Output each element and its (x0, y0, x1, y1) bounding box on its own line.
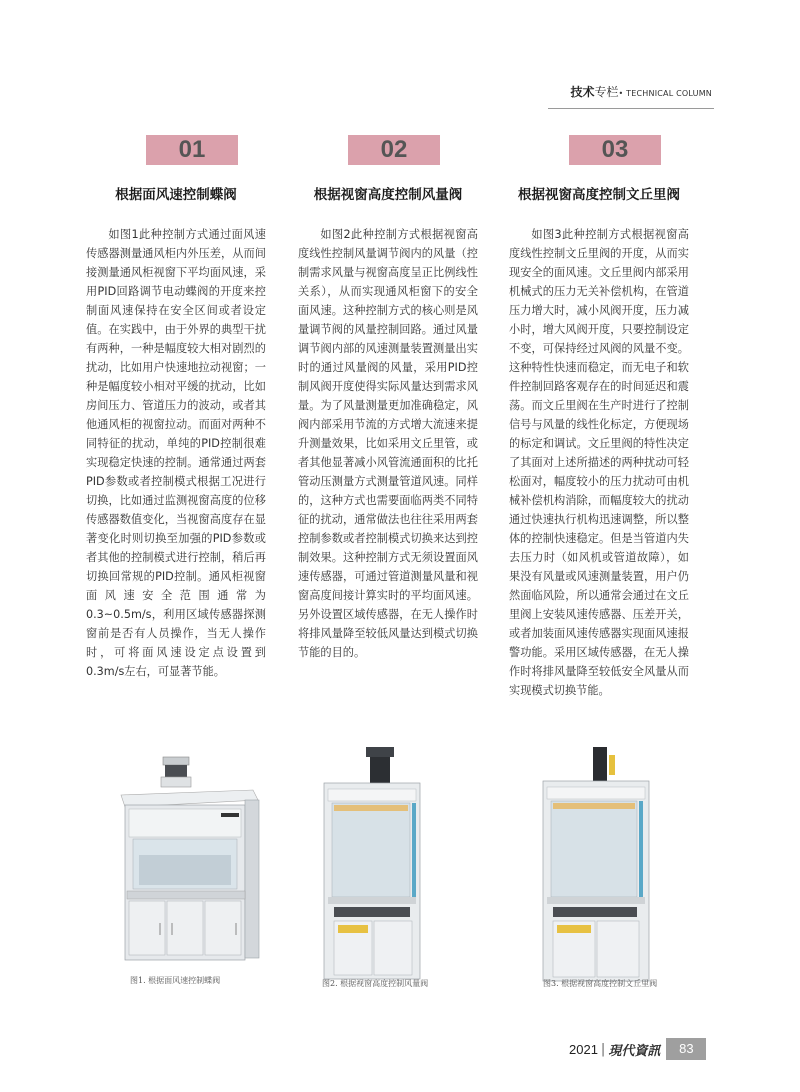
column-title: 根据视窗高度控制风量阀 (313, 187, 463, 203)
column-body (86, 225, 266, 681)
page-number: 83 (666, 1038, 706, 1060)
page-footer (569, 1038, 706, 1060)
figure-caption: 图1. 根据面风速控制蝶阀 (130, 976, 221, 985)
section-header (570, 83, 712, 100)
column-body (509, 225, 689, 700)
section-number: 01 (146, 135, 238, 165)
section-title-bold: 技术 (570, 85, 595, 99)
body-paragraph: 如图2此种控制方式根据视窗高度线性控制风量调节阀内的风量（控制需求风量与视窗高度呈正比例线性关系），从而实现通风柜窗下的安全面风速。这种控制方式的核心则是风量调节阀的风量控制回路。通过风量调节阀内部的风速测量装置测量出实时的通过风量阀的风量，采用PID控制风阀开度使得实际风量达到需求风量。为了风量测量更加准确稳定，风阀内部采用节流的方式增大流速来提升测量效果，比如采用文丘里管，或者其他显著减小风管流通面积的比托管动压测量方式测量管道风速。同样的，这种方式也需要面临两类不同特征的扰动，通常做法也往往采用两套控制参数或者控制模式切换来达到控制效果。这种控制方式无须设置面风速传感器，可通过管道测量风量和视窗高度间接计算实时的平均面风速。另外设置区域传感器，在无人操作时将排风量降至较低风量达到模式切换节能的目的。 (298, 228, 478, 659)
fume-hood-image-2 (316, 745, 426, 985)
column-title: 根据视窗高度控制文丘里阀 (518, 187, 680, 203)
magazine-name: 現代資訊 (608, 1043, 661, 1059)
body-paragraph: 如图3此种控制方式根据视窗高度线性控制文丘里阀的开度，从而实现安全的面风速。文丘里阀内部采用机械式的压力无关补偿机构，在管道压力增大时，减小风阀开度，压力减小时，增大风阀开度，只要控制设定不变，可保持经过风阀的风量不变。这种特性快速而稳定，而无电子和软件控制回路客观存在的时间延迟和震荡。而文丘里阀在生产时进行了控制信号与风量的线性化标定，方便现场的标定和调试。文丘里阀的特性决定了其面对上述所描述的两种扰动可轻松面对，幅度较小的压力扰动可由机械补偿机构消除，而幅度较大的扰动通过快速执行机构迅速调整，所以整体的控制快速稳定。但是当管道内失去压力时（如风机或管道故障），如果没有风量或风速测量装置，用户仍然面临风险，所以通常会通过在文丘里阀上安装风速传感器、压差开关，或者加装面风速传感器实现面风速报警功能。采用区域传感器，在无人操作时将排风量降至较低安全风量从而实现模式切换节能。 (509, 228, 689, 697)
figure-caption: 图2. 根据视窗高度控制风量阀 (322, 979, 429, 988)
footer-separator: | (600, 1041, 606, 1057)
figure-caption: 图3. 根据视窗高度控制文丘里阀 (543, 979, 658, 988)
column-body (298, 225, 478, 662)
section-number: 03 (569, 135, 661, 165)
fume-hood-image-3 (535, 745, 665, 985)
header-divider (548, 108, 714, 109)
fume-hood-image-1 (103, 755, 263, 970)
body-paragraph: 如图1此种控制方式通过面风速传感器测量通风柜内外压差，从而间接测量通风柜视窗下平均面风速，采用PID回路调节电动蝶阀的开度来控制面风速保持在安全区间或者设定值。在实践中，由于外界的典型干扰有两种，一种是幅度较大相对剧烈的扰动，比如用户快速地拉动视窗；一种是幅度较小相对平缓的扰动，比如房间压力、管道压力的波动，或者其他通风柜的视窗拉动。而面对两种不同特征的扰动，单纯的PID控制很难实现稳定快速的控制。通常通过两套PID参数或者控制模式根据工况进行切换，比如通过监测视窗高度的位移传感器数值变化，当视窗高度存在显著变化时则切换至加强的PID参数或者其他的控制模式进行控制，稍后再切换回常规的PID控制。通风柜视窗面风速安全范围通常为0.3~0.5m/s，利用区域传感器探测窗前是否有人员操作，当无人操作时，可将面风速设定点设置到0.3m/s左右，可显著节能。 (86, 228, 266, 678)
footer-year: 2021 (569, 1041, 598, 1057)
section-number: 02 (348, 135, 440, 165)
column-title: 根据面风速控制蝶阀 (115, 187, 237, 203)
section-title-light: 专栏 (594, 85, 619, 99)
section-title-en: • TECHNICAL COLUMN (618, 89, 712, 98)
